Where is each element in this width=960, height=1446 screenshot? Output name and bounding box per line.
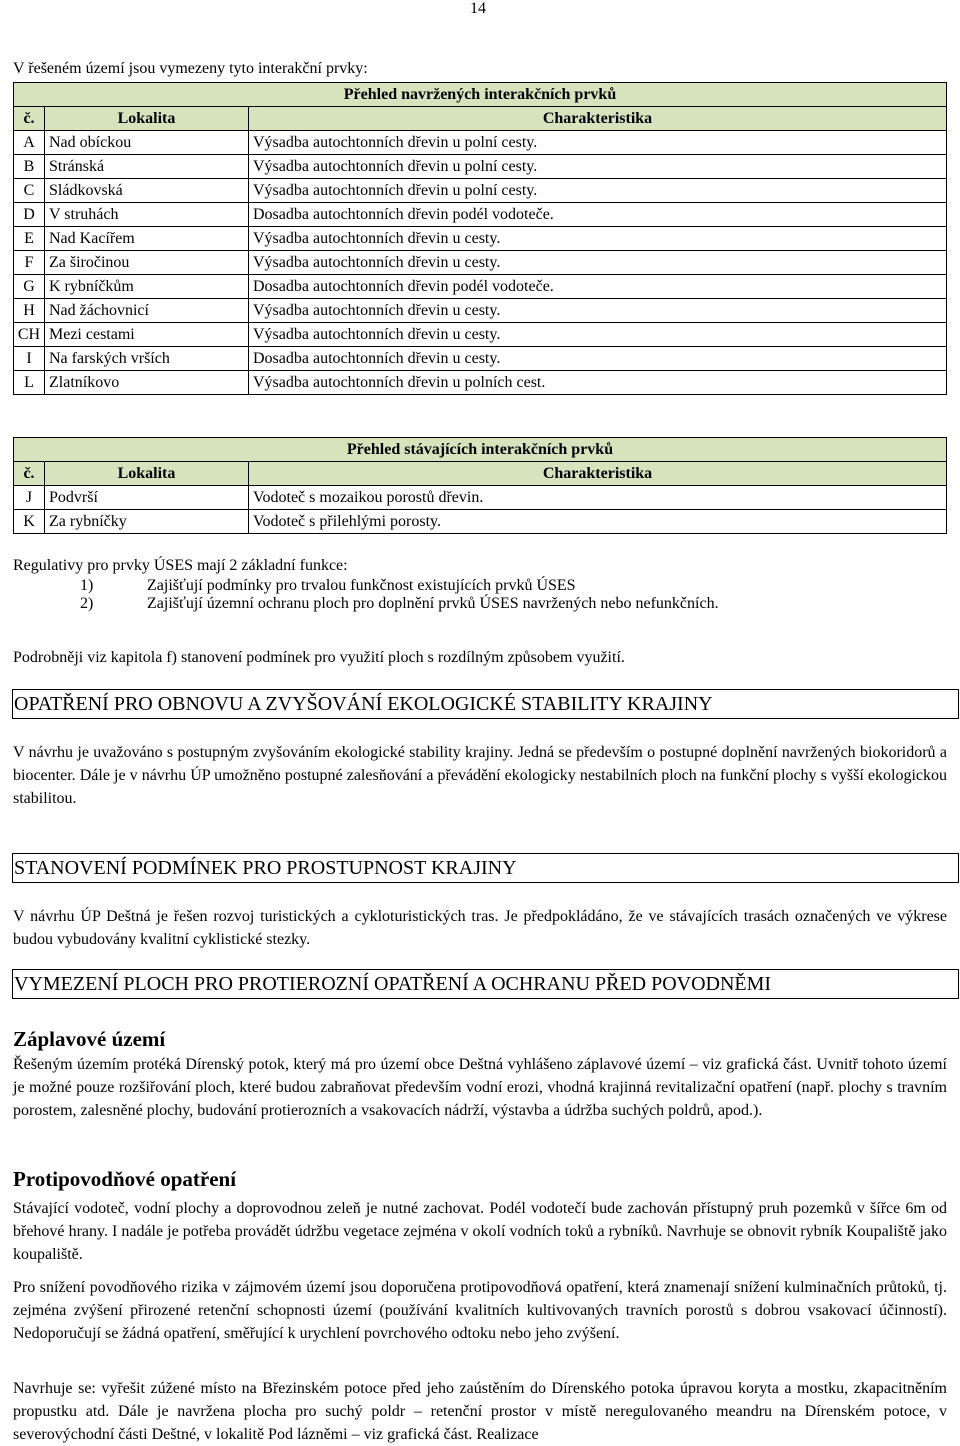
cell-charakteristika: Dosadba autochtonních dřevin podél vodoteče. [249, 275, 947, 299]
existing-elements-table [13, 437, 947, 534]
table-row [14, 203, 947, 227]
cell-charakteristika: Výsadba autochtonních dřevin u polních cest. [249, 371, 947, 395]
cell-charakteristika: Vodoteč s mozaikou porostů dřevin. [249, 486, 947, 510]
cell-lokalita: Nad obíckou [45, 131, 249, 155]
cell-lokalita: V struhách [45, 203, 249, 227]
cell-id: C [14, 179, 45, 203]
cell-lokalita: Nad žáchovnicí [45, 299, 249, 323]
cell-lokalita: K rybníčkům [45, 275, 249, 299]
table-row [14, 131, 947, 155]
col-header-charakteristika: Charakteristika [249, 107, 947, 131]
cell-charakteristika: Dosadba autochtonních dřevin podél vodoteče. [249, 203, 947, 227]
intro-text: V řešeném území jsou vymezeny tyto interakční prvky: [13, 60, 368, 77]
subheading-protipovodnove: Protipovodňové opatření [13, 1167, 237, 1191]
cell-charakteristika: Výsadba autochtonních dřevin u cesty. [249, 251, 947, 275]
cell-lokalita: Za rybníčky [45, 510, 249, 534]
table-caption: Přehled stávajících interakčních prvků [14, 438, 947, 462]
section-heading-prostupnost: STANOVENÍ PODMÍNEK PRO PROSTUPNOST KRAJINY [12, 853, 959, 883]
podrobneji-text: Podrobněji viz kapitola f) stanovení podmínek pro využití ploch s rozdílným způsobem využití. [13, 649, 625, 666]
cell-lokalita: Mezi cestami [45, 323, 249, 347]
table-caption: Přehled navržených interakčních prvků [14, 83, 947, 107]
list-number: 1) [80, 577, 94, 594]
table-row [14, 347, 947, 371]
cell-charakteristika: Výsadba autochtonních dřevin u polní cesty. [249, 179, 947, 203]
section-text-prostupnost: V návrhu ÚP Deštná je řešen rozvoj turistických a cykloturistických tras. Je předpokládáno, že ve stávajících trasách označených ve výkrese budou vybudovány kvalitní cyklistické stezky. [13, 908, 947, 948]
text-protipovodnove-3: Navrhuje se: vyřešit zúžené místo na Březinském potoce před jeho zaústěním do Dírenského potoka úpravou koryta a mostku, zkapacitněním propustku atd. Dále je navržena plocha pro suchý poldr – retenční prostor v místě neregulovaného meandru na Dírenském potoce, v severovýchodní části Deštné, v lokalitě Pod lázněmi – viz grafická část. Realizace [13, 1380, 947, 1443]
table-row [14, 486, 947, 510]
text-protipovodnove-1: Stávající vodoteč, vodní plochy a doprovodnou zeleň je nutné zachovat. Podél vodotečí bude zachován přístupný pruh pozemků v šířce 6m od břehové hrany. I nadále je potřeba provádět údržbu vegetace zejména v okolí vodních toků a rybníků. Navrhuje se obnovit rybník Koupaliště jako koupaliště. [13, 1200, 947, 1263]
table-row [14, 227, 947, 251]
cell-id: E [14, 227, 45, 251]
list-text: Zajišťují územní ochranu ploch pro doplnění prvků ÚSES navržených nebo nefunkčních. [147, 595, 719, 612]
regulativy-lead: Regulativy pro prvky ÚSES mají 2 základní funkce: [13, 557, 348, 574]
cell-id: F [14, 251, 45, 275]
list-text: Zajišťují podmínky pro trvalou funkčnost existujících prvků ÚSES [147, 577, 576, 594]
cell-charakteristika: Výsadba autochtonních dřevin u cesty. [249, 227, 947, 251]
cell-lokalita: Zlatníkovo [45, 371, 249, 395]
col-header-lokalita: Lokalita [45, 107, 249, 131]
page-number: 14 [470, 0, 486, 17]
cell-lokalita: Na farských vrších [45, 347, 249, 371]
section-text-stability: V návrhu je uvažováno s postupným zvyšováním ekologické stability krajiny. Jedná se především o postupné doplnění navržených biokoridorů a biocenter. Dále je v návrhu ÚP umožněno postupné zalesňování a převádění ekologicky nestabilních ploch na funkční plochy s vyšší ekologickou stabilitou. [13, 744, 947, 807]
col-header-id: č. [14, 462, 45, 486]
col-header-id: č. [14, 107, 45, 131]
cell-lokalita: Za širočinou [45, 251, 249, 275]
cell-id: I [14, 347, 45, 371]
table-row [14, 371, 947, 395]
cell-id: B [14, 155, 45, 179]
table-row [14, 251, 947, 275]
planned-elements-table [13, 82, 947, 395]
text-zaplavove: Řešeným územím protéká Dírenský potok, který má pro území obce Deštná vyhlášeno záplavové území – viz grafická část. Uvnitř tohoto území je možné pouze rozšiřování ploch, které budou zabraňovat především vodní erozi, vhodná krajinná revitalizační opatření (např. plochy s travním porostem, zalesněné plochy, budování protierozních a vsakovacích nádrží, výstavba a údržba suchých poldrů, apod.). [13, 1056, 947, 1119]
cell-id: J [14, 486, 45, 510]
cell-id: G [14, 275, 45, 299]
cell-lokalita: Sládkovská [45, 179, 249, 203]
text-protipovodnove-2: Pro snížení povodňového rizika v zájmovém území jsou doporučena protipovodňová opatření, která znamenají snížení kulminačních průtoků, tj. zejména zvýšení přirozené retenční schopnosti území (používání kvalitních kultivovaných travních porostů s dobrou vsakovací účinností). Nedoporučují se žádná opatření, směřující k urychlení povrchového odtoku nebo jeho zvýšení. [13, 1279, 947, 1342]
list-item [13, 595, 947, 613]
regulativy-block [13, 554, 947, 613]
subheading-zaplavove: Záplavové území [13, 1027, 166, 1051]
planned-elements-table-wrap [13, 82, 947, 395]
table-row [14, 323, 947, 347]
table-row [14, 179, 947, 203]
section-heading-protierozni: VYMEZENÍ PLOCH PRO PROTIEROZNÍ OPATŘENÍ A OCHRANU PŘED POVODNĚMI [12, 969, 959, 999]
table-row [14, 299, 947, 323]
cell-charakteristika: Dosadba autochtonních dřevin u cesty. [249, 347, 947, 371]
cell-lokalita: Nad Kacířem [45, 227, 249, 251]
cell-id: D [14, 203, 45, 227]
table-row [14, 275, 947, 299]
cell-charakteristika: Výsadba autochtonních dřevin u polní cesty. [249, 155, 947, 179]
cell-id: H [14, 299, 45, 323]
cell-charakteristika: Výsadba autochtonních dřevin u polní cesty. [249, 131, 947, 155]
col-header-lokalita: Lokalita [45, 462, 249, 486]
table-row [14, 510, 947, 534]
cell-lokalita: Stránská [45, 155, 249, 179]
cell-lokalita: Podvrší [45, 486, 249, 510]
cell-id: L [14, 371, 45, 395]
cell-charakteristika: Vodoteč s přilehlými porosty. [249, 510, 947, 534]
list-item [13, 577, 947, 595]
existing-elements-table-wrap [13, 437, 947, 534]
cell-id: K [14, 510, 45, 534]
cell-charakteristika: Výsadba autochtonních dřevin u cesty. [249, 299, 947, 323]
cell-charakteristika: Výsadba autochtonních dřevin u cesty. [249, 323, 947, 347]
table-row [14, 155, 947, 179]
list-number: 2) [80, 595, 94, 612]
section-heading-stability: OPATŘENÍ PRO OBNOVU A ZVYŠOVÁNÍ EKOLOGICKÉ STABILITY KRAJINY [12, 689, 959, 719]
cell-id: A [14, 131, 45, 155]
cell-id: CH [14, 323, 45, 347]
col-header-charakteristika: Charakteristika [249, 462, 947, 486]
